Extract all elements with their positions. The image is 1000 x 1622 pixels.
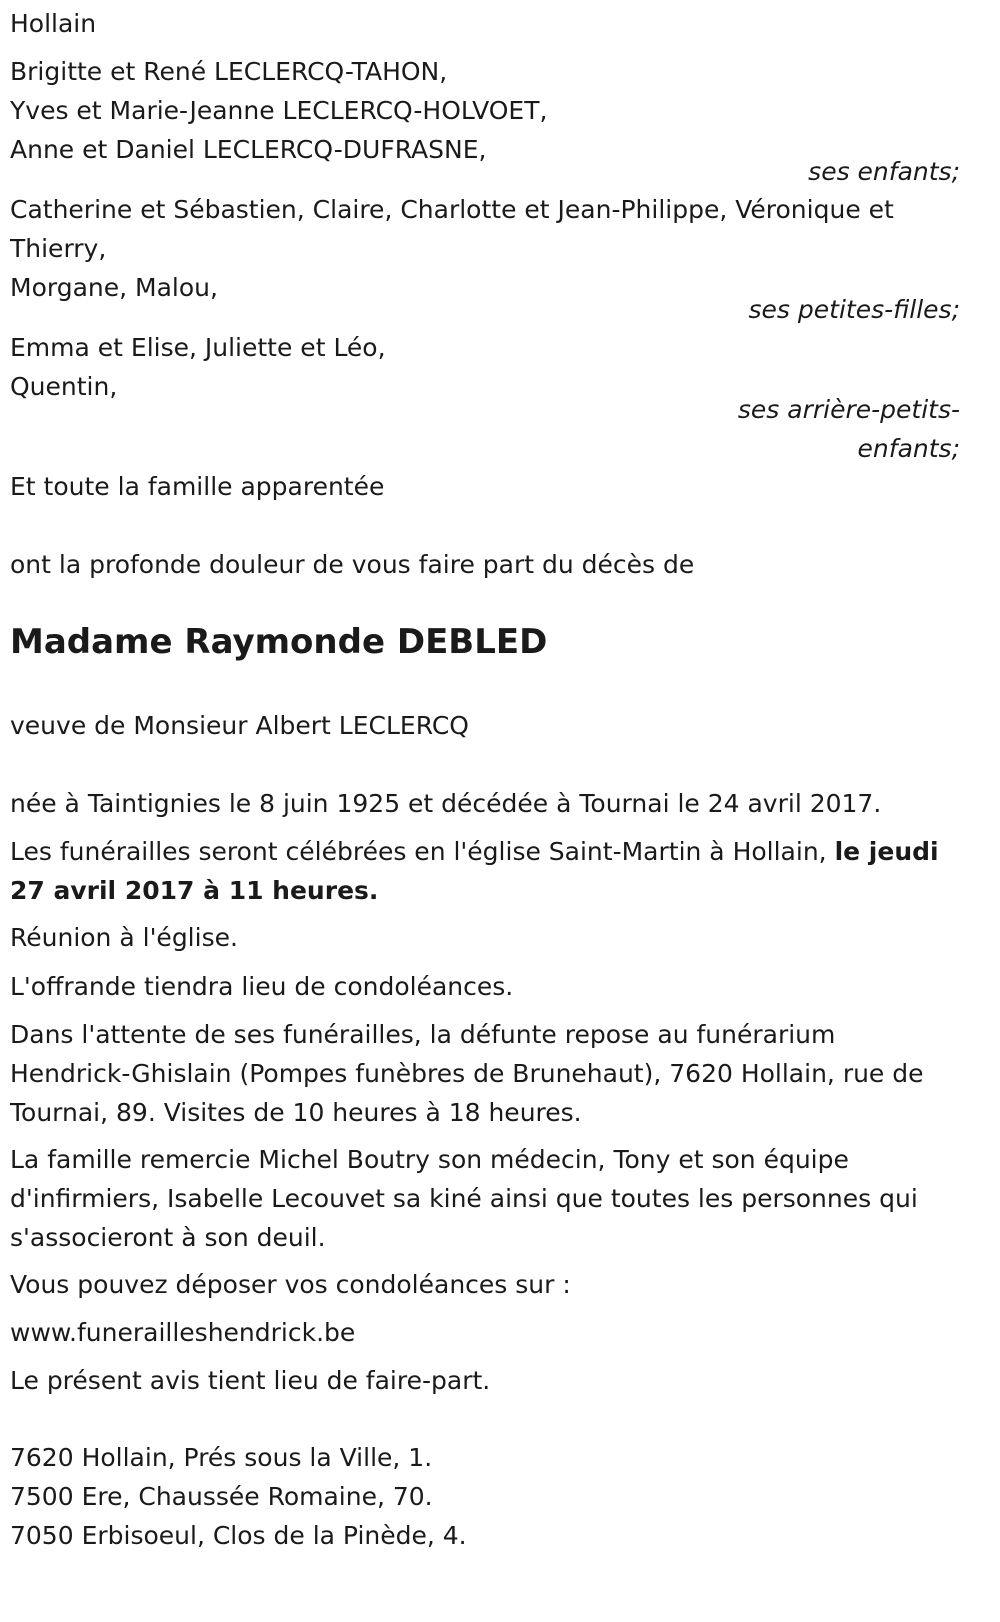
website-link[interactable]: www.funerailleshendrick.be bbox=[10, 1318, 356, 1347]
children-label-block bbox=[10, 152, 960, 191]
great-grandchildren-line: Emma et Elise, Juliette et Léo, bbox=[10, 333, 386, 362]
great-grandchildren-line: Quentin, bbox=[10, 372, 118, 401]
granddaughters-line: Catherine et Sébastien, Claire, Charlotte et Jean-Philippe, Véronique et Thierry, bbox=[10, 195, 894, 263]
thanks-block bbox=[10, 1140, 960, 1257]
announcement-block bbox=[10, 545, 960, 584]
birth-death-text: née à Taintignies le 8 juin 1925 et décédée à Tournai le 24 avril 2017. bbox=[10, 789, 882, 818]
condolences-text: Vous pouvez déposer vos condoléances sur : bbox=[10, 1270, 571, 1299]
thanks-text: La famille remercie Michel Boutry son médecin, Tony et son équipe d'infirmiers, Isabelle Lecouvet sa kiné ainsi que toutes les personnes qui s'associeront à son deuil. bbox=[10, 1145, 918, 1252]
deceased-name: Madame Raymonde DEBLED bbox=[10, 622, 548, 662]
rest-block bbox=[10, 1015, 960, 1132]
birth-death-block bbox=[10, 784, 960, 823]
rest-text: Dans l'attente de ses funérailles, la défunte repose au funérarium Hendrick-Ghislain (Pompes funèbres de Brunehaut), 7620 Hollain, rue de Tournai, 89. Visites de 10 heures à 18 heures. bbox=[10, 1020, 924, 1127]
granddaughters-label-block bbox=[10, 290, 960, 329]
child-line: Brigitte et René LECLERCQ-TAHON, bbox=[10, 57, 448, 86]
funeral-block bbox=[10, 832, 960, 910]
address-line: 7500 Ere, Chaussée Romaine, 70. bbox=[10, 1482, 433, 1511]
widow-text: veuve de Monsieur Albert LECLERCQ bbox=[10, 711, 469, 740]
funeral-intro: Les funérailles seront célébrées en l'église Saint-Martin à Hollain, bbox=[10, 837, 835, 866]
funeral-date: le jeudi 27 avril 2017 à 11 heures. bbox=[10, 837, 939, 905]
child-line: Yves et Marie-Jeanne LECLERCQ-HOLVOET, bbox=[10, 96, 548, 125]
children-label: ses enfants; bbox=[808, 157, 960, 186]
family-text: Et toute la famille apparentée bbox=[10, 472, 385, 501]
condolences-block bbox=[10, 1265, 960, 1304]
website-block bbox=[10, 1313, 960, 1352]
location-text: Hollain bbox=[10, 9, 97, 38]
offering-text: L'offrande tiendra lieu de condoléances. bbox=[10, 972, 514, 1001]
announcement-text: ont la profonde douleur de vous faire part du décès de bbox=[10, 550, 695, 579]
child-line: Anne et Daniel LECLERCQ-DUFRASNE, bbox=[10, 135, 487, 164]
great-grandchildren-label: enfants; bbox=[857, 434, 960, 463]
location bbox=[10, 4, 960, 43]
family-block bbox=[10, 467, 960, 506]
great-grandchildren-label-block bbox=[10, 390, 960, 468]
widow-block bbox=[10, 706, 960, 745]
addresses-list bbox=[10, 1438, 960, 1555]
notice-block bbox=[10, 1361, 960, 1400]
address-line: 7050 Erbisoeul, Clos de la Pinède, 4. bbox=[10, 1521, 467, 1550]
meeting-text: Réunion à l'église. bbox=[10, 923, 238, 952]
great-grandchildren-label: ses arrière-petits- bbox=[737, 395, 960, 424]
granddaughters-line: Morgane, Malou, bbox=[10, 273, 218, 302]
meeting-block bbox=[10, 918, 960, 957]
funeral-text bbox=[10, 832, 960, 910]
address-line: 7620 Hollain, Prés sous la Ville, 1. bbox=[10, 1443, 433, 1472]
offering-block bbox=[10, 967, 960, 1006]
notice-text: Le présent avis tient lieu de faire-part. bbox=[10, 1366, 491, 1395]
deceased-name-block bbox=[10, 620, 960, 664]
granddaughters-label: ses petites-filles; bbox=[748, 295, 960, 324]
